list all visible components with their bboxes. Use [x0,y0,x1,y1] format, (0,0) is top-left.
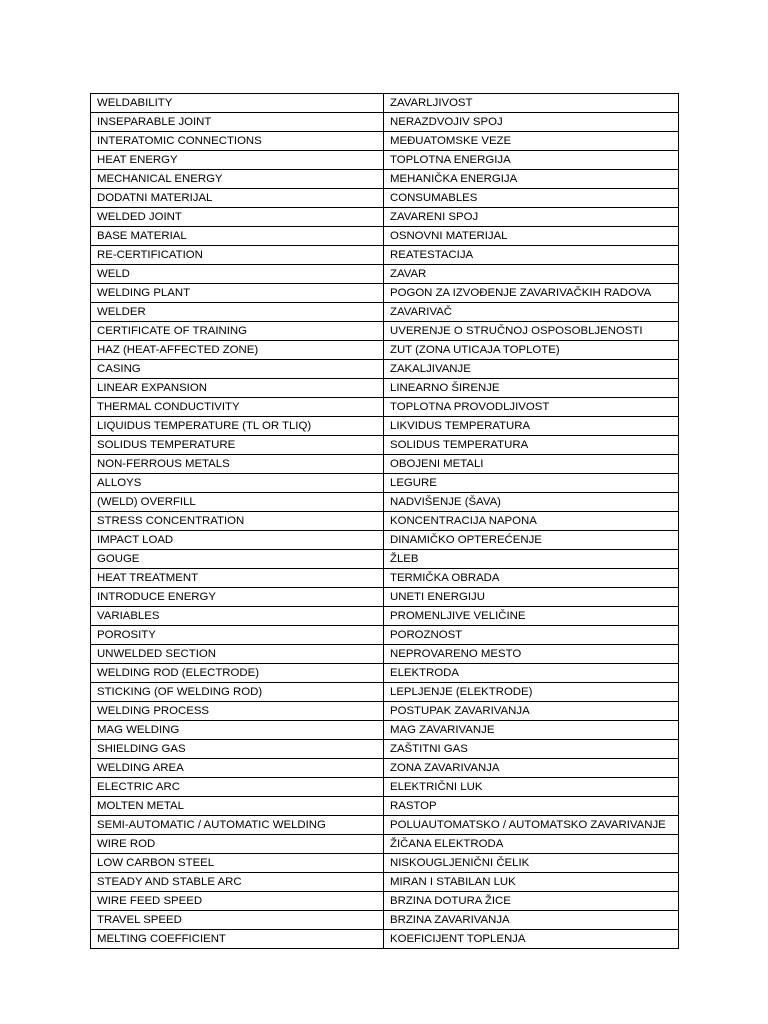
serbian-translation-cell: MEHANIČKA ENERGIJA [384,170,679,189]
serbian-translation-cell: BRZINA ZAVARIVANJA [384,911,679,930]
table-row [91,170,679,189]
serbian-translation-cell: ELEKTRIČNI LUK [384,778,679,797]
glossary-table [90,93,679,949]
serbian-translation-cell: NERAZDVOJIV SPOJ [384,113,679,132]
english-term-cell: MECHANICAL ENERGY [91,170,384,189]
table-row [91,284,679,303]
english-term-cell: BASE MATERIAL [91,227,384,246]
serbian-translation-cell: ZAŠTITNI GAS [384,740,679,759]
english-term-cell: INSEPARABLE JOINT [91,113,384,132]
english-term-cell: WELDER [91,303,384,322]
english-term-cell: WELDING AREA [91,759,384,778]
serbian-translation-cell: TOPLOTNA ENERGIJA [384,151,679,170]
table-row [91,189,679,208]
table-row [91,208,679,227]
english-term-cell: WIRE FEED SPEED [91,892,384,911]
serbian-translation-cell: POGON ZA IZVOĐENJE ZAVARIVAČKIH RADOVA [384,284,679,303]
serbian-translation-cell: TOPLOTNA PROVODLJIVOST [384,398,679,417]
table-row [91,854,679,873]
table-row [91,379,679,398]
serbian-translation-cell: LEPLJENJE (ELEKTRODE) [384,683,679,702]
english-term-cell: STRESS CONCENTRATION [91,512,384,531]
serbian-translation-cell: ZAKALJIVANJE [384,360,679,379]
english-term-cell: NON-FERROUS METALS [91,455,384,474]
table-row [91,683,679,702]
serbian-translation-cell: RASTOP [384,797,679,816]
english-term-cell: (WELD) OVERFILL [91,493,384,512]
table-row [91,607,679,626]
table-row [91,398,679,417]
glossary-table-body [91,94,679,949]
table-row [91,569,679,588]
table-row [91,113,679,132]
english-term-cell: SOLIDUS TEMPERATURE [91,436,384,455]
english-term-cell: VARIABLES [91,607,384,626]
table-row [91,702,679,721]
english-term-cell: LIQUIDUS TEMPERATURE (TL OR TLIQ) [91,417,384,436]
table-row [91,797,679,816]
serbian-translation-cell: ZAVARENI SPOJ [384,208,679,227]
table-row [91,493,679,512]
serbian-translation-cell: ŽLEB [384,550,679,569]
table-row [91,645,679,664]
table-row [91,588,679,607]
english-term-cell: CERTIFICATE OF TRAINING [91,322,384,341]
serbian-translation-cell: OSNOVNI MATERIJAL [384,227,679,246]
table-row [91,436,679,455]
serbian-translation-cell: MAG ZAVARIVANJE [384,721,679,740]
serbian-translation-cell: DINAMIČKO OPTEREĆENJE [384,531,679,550]
english-term-cell: WELDING PLANT [91,284,384,303]
english-term-cell: POROSITY [91,626,384,645]
english-term-cell: ELECTRIC ARC [91,778,384,797]
serbian-translation-cell: POSTUPAK ZAVARIVANJA [384,702,679,721]
english-term-cell: DODATNI MATERIJAL [91,189,384,208]
serbian-translation-cell: ZAVAR [384,265,679,284]
serbian-translation-cell: KOEFICIJENT TOPLENJA [384,930,679,949]
english-term-cell: IMPACT LOAD [91,531,384,550]
english-term-cell: ALLOYS [91,474,384,493]
serbian-translation-cell: NADVIŠENJE (ŠAVA) [384,493,679,512]
english-term-cell: TRAVEL SPEED [91,911,384,930]
english-term-cell: HAZ (HEAT-AFFECTED ZONE) [91,341,384,360]
english-term-cell: WIRE ROD [91,835,384,854]
serbian-translation-cell: LEGURE [384,474,679,493]
english-term-cell: MAG WELDING [91,721,384,740]
serbian-translation-cell: MEĐUATOMSKE VEZE [384,132,679,151]
table-row [91,512,679,531]
table-row [91,911,679,930]
serbian-translation-cell: UVERENJE O STRUČNOJ OSPOSOBLJENOSTI [384,322,679,341]
table-row [91,873,679,892]
english-term-cell: WELDING ROD (ELECTRODE) [91,664,384,683]
table-row [91,246,679,265]
serbian-translation-cell: POROZNOST [384,626,679,645]
english-term-cell: SHIELDING GAS [91,740,384,759]
table-row [91,132,679,151]
table-row [91,303,679,322]
table-row [91,664,679,683]
serbian-translation-cell: TERMIČKA OBRADA [384,569,679,588]
table-row [91,322,679,341]
serbian-translation-cell: REATESTACIJA [384,246,679,265]
table-row [91,360,679,379]
english-term-cell: LINEAR EXPANSION [91,379,384,398]
serbian-translation-cell: NISKOUGLJENIČNI ČELIK [384,854,679,873]
english-term-cell: SEMI-AUTOMATIC / AUTOMATIC WELDING [91,816,384,835]
serbian-translation-cell: ELEKTRODA [384,664,679,683]
serbian-translation-cell: MIRAN I STABILAN LUK [384,873,679,892]
serbian-translation-cell: ŽIČANA ELEKTRODA [384,835,679,854]
table-row [91,816,679,835]
serbian-translation-cell: CONSUMABLES [384,189,679,208]
english-term-cell: WELDING PROCESS [91,702,384,721]
english-term-cell: LOW CARBON STEEL [91,854,384,873]
table-row [91,265,679,284]
serbian-translation-cell: UNETI ENERGIJU [384,588,679,607]
table-row [91,892,679,911]
table-row [91,227,679,246]
serbian-translation-cell: SOLIDUS TEMPERATURA [384,436,679,455]
table-row [91,341,679,360]
serbian-translation-cell: LINEARNO ŠIRENJE [384,379,679,398]
english-term-cell: MOLTEN METAL [91,797,384,816]
serbian-translation-cell: OBOJENI METALI [384,455,679,474]
serbian-translation-cell: POLUAUTOMATSKO / AUTOMATSKO ZAVARIVANJE [384,816,679,835]
serbian-translation-cell: ZAVARLJIVOST [384,94,679,113]
table-row [91,455,679,474]
serbian-translation-cell: ZONA ZAVARIVANJA [384,759,679,778]
english-term-cell: STICKING (OF WELDING ROD) [91,683,384,702]
english-term-cell: INTRODUCE ENERGY [91,588,384,607]
english-term-cell: RE-CERTIFICATION [91,246,384,265]
english-term-cell: MELTING COEFFICIENT [91,930,384,949]
table-row [91,930,679,949]
serbian-translation-cell: LIKVIDUS TEMPERATURA [384,417,679,436]
table-row [91,835,679,854]
english-term-cell: WELDABILITY [91,94,384,113]
english-term-cell: CASING [91,360,384,379]
english-term-cell: THERMAL CONDUCTIVITY [91,398,384,417]
english-term-cell: UNWELDED SECTION [91,645,384,664]
serbian-translation-cell: NEPROVARENO MESTO [384,645,679,664]
english-term-cell: INTERATOMIC CONNECTIONS [91,132,384,151]
table-row [91,94,679,113]
english-term-cell: GOUGE [91,550,384,569]
serbian-translation-cell: ZUT (ZONA UTICAJA TOPLOTE) [384,341,679,360]
table-row [91,626,679,645]
english-term-cell: WELD [91,265,384,284]
english-term-cell: WELDED JOINT [91,208,384,227]
serbian-translation-cell: BRZINA DOTURA ŽICE [384,892,679,911]
english-term-cell: HEAT ENERGY [91,151,384,170]
serbian-translation-cell: ZAVARIVAČ [384,303,679,322]
table-row [91,740,679,759]
english-term-cell: STEADY AND STABLE ARC [91,873,384,892]
table-row [91,151,679,170]
table-row [91,417,679,436]
table-row [91,721,679,740]
english-term-cell: HEAT TREATMENT [91,569,384,588]
table-row [91,778,679,797]
table-row [91,531,679,550]
table-row [91,759,679,778]
serbian-translation-cell: PROMENLJIVE VELIČINE [384,607,679,626]
table-row [91,550,679,569]
serbian-translation-cell: KONCENTRACIJA NAPONA [384,512,679,531]
table-row [91,474,679,493]
